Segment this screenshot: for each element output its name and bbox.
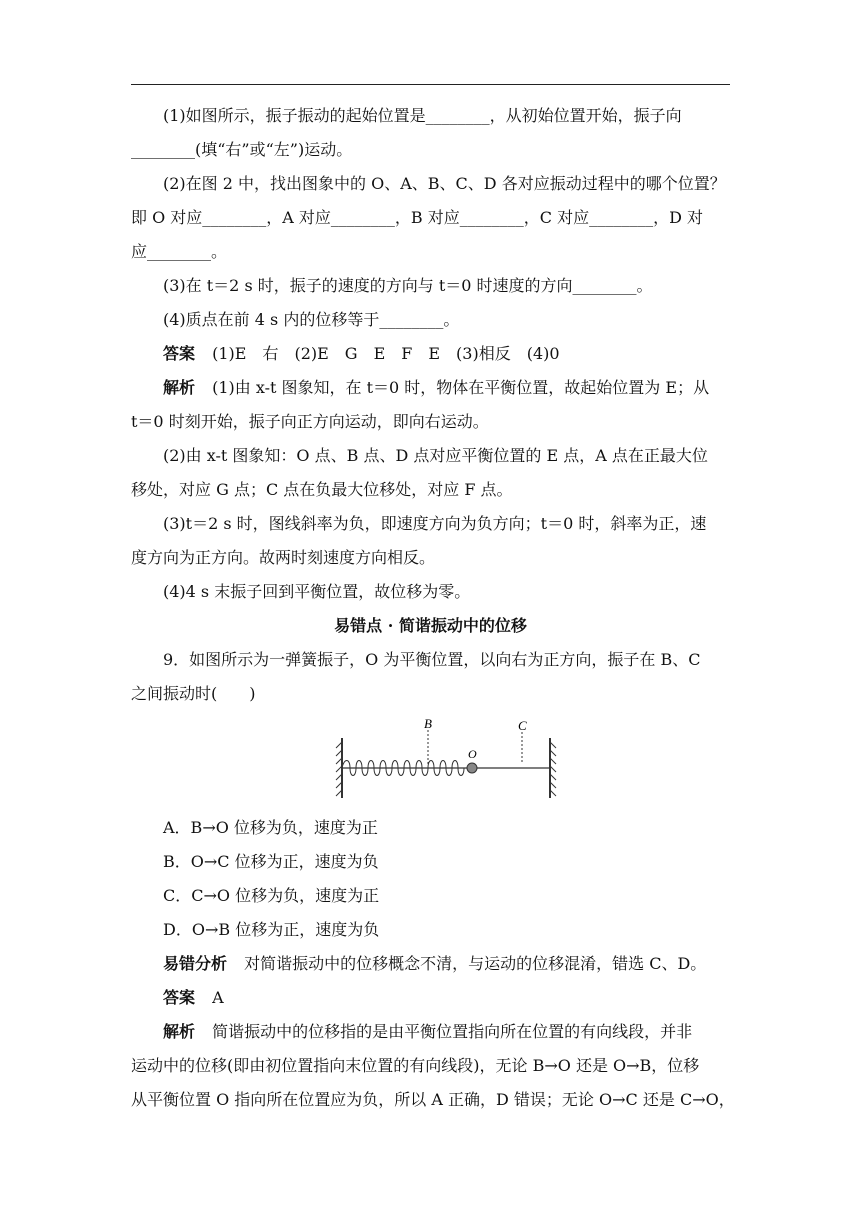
q8-analysis-line6: 度方向为正方向。故两时刻速度方向相反。 [131, 548, 436, 567]
q8-part1-line2: ________(填“右”或“左”)运动。 [131, 140, 353, 159]
analysis-text: 简谐振动中的位移指的是由平衡位置指向所在位置的有向线段，并非 [212, 1022, 693, 1041]
option-D: D．O→B 位移为正，速度为负 [163, 920, 380, 939]
q8-part3: (3)在 t＝2 s 时，振子的速度的方向与 t＝0 时速度的方向________。 [163, 276, 653, 295]
label-C: C [518, 718, 527, 733]
label-B: B [424, 716, 432, 731]
q8-analysis-line4: 移处，对应 G 点；C 点在负最大位移处，对应 F 点。 [131, 480, 513, 499]
answer-label: 答案 [163, 344, 196, 363]
analysis-text: (1)由 x-t 图象知，在 t＝0 时，物体在平衡位置，故起始位置为 E；从 [212, 378, 710, 397]
analysis-label: 解析 [163, 1022, 196, 1041]
section-title: 易错点 · 简谐振动中的位移 [334, 616, 527, 635]
q8-part2-line2: 即 O 对应________，A 对应________，B 对应________，C 对应________，D 对 [131, 208, 704, 227]
mistake-analysis [163, 954, 773, 974]
q8-part4: (4)质点在前 4 s 内的位移等于________。 [163, 310, 460, 329]
spring-oscillator-diagram [326, 714, 560, 802]
oscillator-ball [467, 763, 477, 773]
q8-part1-line1: (1)如图所示，振子振动的起始位置是________，从初始位置开始，振子向 [163, 106, 682, 125]
analysis-label: 解析 [163, 378, 196, 397]
top-rule [131, 84, 730, 85]
q9-stem-line2: 之间振动时( ) [131, 684, 256, 703]
q8-analysis-line3: (2)由 x-t 图象知：O 点、B 点、D 点对应平衡位置的 E 点，A 点在正最大位 [163, 446, 708, 465]
q9-analysis-line2: 运动中的位移(即由初位置指向末位置的有向线段)，无论 B→O 还是 O→B，位移 [131, 1056, 700, 1075]
q8-part2-line1: (2)在图 2 中，找出图象中的 O、A、B、C、D 各对应振动过程中的哪个位置？ [163, 174, 726, 193]
q9-answer [163, 988, 773, 1008]
q8-answer [163, 344, 773, 364]
answer-text: A [212, 988, 224, 1007]
q8-part2-line3: 应________。 [131, 242, 228, 261]
option-B: B．O→C 位移为正，速度为负 [163, 852, 379, 871]
option-C: C．C→O 位移为负，速度为正 [163, 886, 380, 905]
label-O: O [468, 747, 477, 761]
q8-analysis-line7: (4)4 s 末振子回到平衡位置，故位移为零。 [163, 582, 471, 601]
q9-analysis-line3: 从平衡位置 O 指向所在位置应为负，所以 A 正确，D 错误；无论 O→C 还是 C→O， [131, 1090, 735, 1109]
q8-analysis-line5: (3)t＝2 s 时，图线斜率为负，即速度方向为负方向；t＝0 时，斜率为正，速 [163, 514, 707, 533]
q8-analysis-line2: t＝0 时刻开始，振子向正方向运动，即向右运动。 [131, 412, 489, 431]
mistake-text: 对简谐振动中的位移概念不清，与运动的位移混淆，错选 C、D。 [244, 954, 707, 973]
mistake-label: 易错分析 [163, 954, 228, 973]
answer-label: 答案 [163, 988, 196, 1007]
spring-oscillator-figure [326, 714, 560, 802]
q9-analysis-line1 [163, 1022, 773, 1042]
answer-text: (1)E 右 (2)E G E F E (3)相反 (4)0 [212, 344, 560, 363]
q9-stem-line1: 9．如图所示为一弹簧振子，O 为平衡位置，以向右为正方向，振子在 B、C [163, 650, 701, 669]
option-A: A．B→O 位移为负，速度为正 [163, 818, 378, 837]
q8-analysis-line1 [163, 378, 773, 398]
